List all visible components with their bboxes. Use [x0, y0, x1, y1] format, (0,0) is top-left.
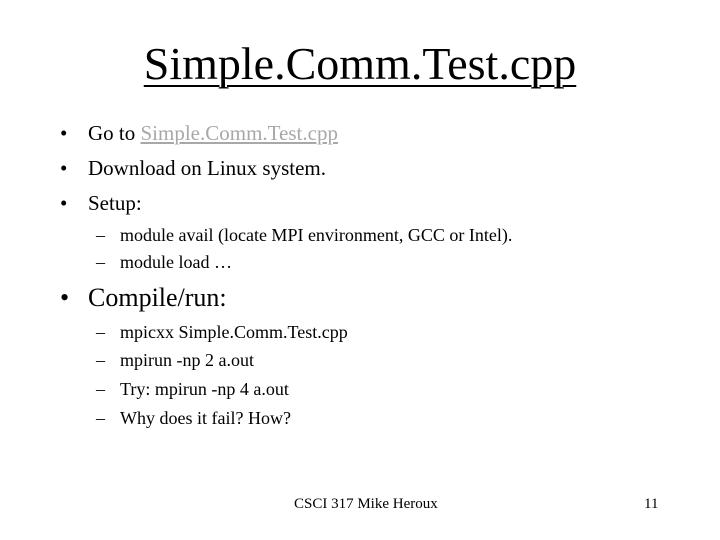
sub-bullet-marker: – — [96, 379, 105, 399]
sub-bullet-text: Try: mpirun -np 4 a.out — [120, 379, 289, 399]
bullet-compile-run — [60, 282, 227, 314]
sub-bullet-marker: – — [96, 350, 105, 370]
sub-bullet-marker: – — [96, 225, 105, 245]
setup-item — [96, 250, 232, 274]
bullet-marker: • — [60, 121, 68, 145]
sub-bullet-text: module avail (locate MPI environment, GCC or Intel). — [120, 225, 513, 245]
sub-bullet-marker: – — [96, 322, 105, 342]
compile-item — [96, 348, 254, 372]
sub-bullet-marker: – — [96, 252, 105, 272]
bullet-marker: • — [60, 283, 70, 312]
sub-bullet-text: module load … — [120, 252, 232, 272]
compile-item — [96, 406, 291, 430]
bullet-text: Compile/run: — [88, 283, 227, 312]
bullet-setup — [60, 190, 142, 216]
compile-item — [96, 320, 348, 344]
bullet-go-to — [60, 120, 338, 146]
bullet-text: Download on Linux system. — [88, 156, 326, 180]
source-file-link[interactable]: Simple.Comm.Test.cpp — [140, 121, 338, 145]
bullet-text: Setup: — [88, 191, 142, 215]
footer-text: CSCI 317 Mike Heroux — [294, 496, 438, 512]
bullet-text: Go to — [88, 121, 141, 145]
slide-title — [0, 36, 720, 92]
sub-bullet-marker: – — [96, 408, 105, 428]
page-number: 11 — [644, 496, 659, 512]
setup-item — [96, 223, 512, 247]
compile-item — [96, 377, 289, 401]
bullet-marker: • — [60, 156, 68, 180]
sub-bullet-text: mpicxx Simple.Comm.Test.cpp — [120, 322, 348, 342]
bullet-download — [60, 155, 326, 181]
bullet-marker: • — [60, 191, 68, 215]
sub-bullet-text: mpirun -np 2 a.out — [120, 350, 254, 370]
slide-title-text: Simple.Comm.Test.cpp — [143, 38, 577, 89]
sub-bullet-text: Why does it fail? How? — [120, 408, 291, 428]
